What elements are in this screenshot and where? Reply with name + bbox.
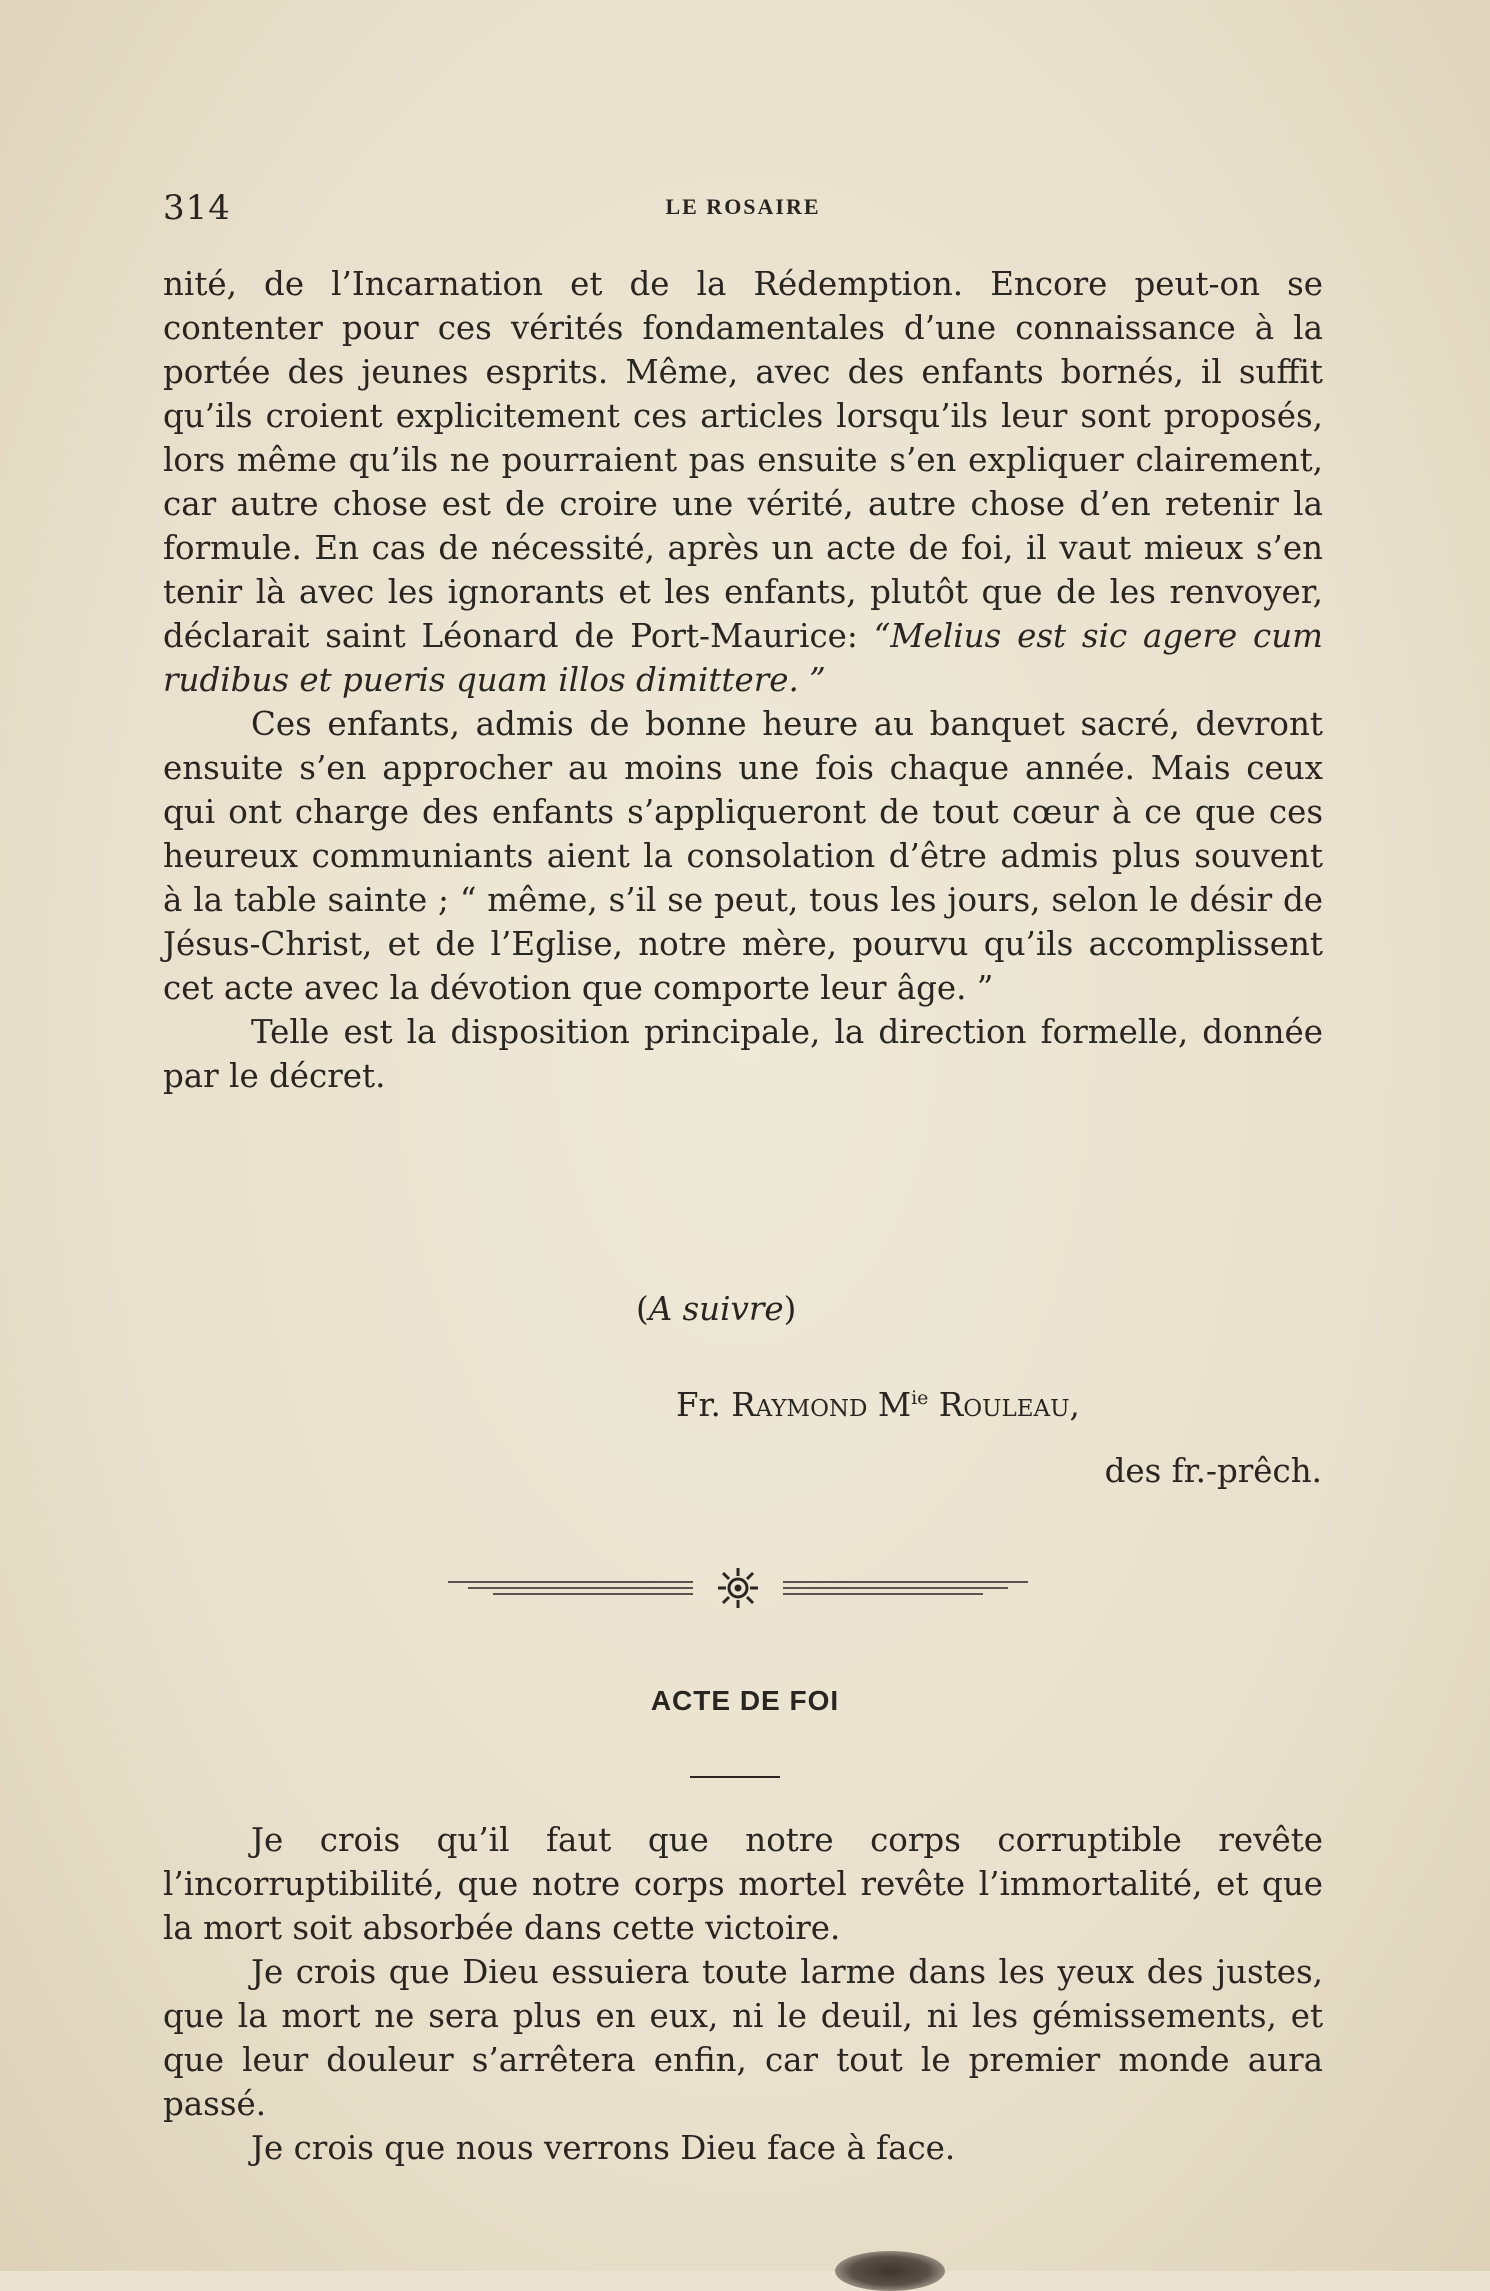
signature-name: Fr. Raymond $M^{ie}$ Rouleau, <box>676 1386 1080 1424</box>
acte-paragraph-2: Je crois que Dieu essuiera toute larme dans les yeux des justes, que la mort ne sera plus en eux, ni le deuil, ni les gémissements, et que leur douleur s’arrêtera enfin, car tout le premier monde aura passé. <box>163 1953 1323 2123</box>
sun-ornament-icon <box>718 1568 758 1608</box>
acte-de-foi-text <box>163 1818 1323 2170</box>
paragraph-3: Telle est la disposition principale, la direction formelle, donnée par le décret. <box>163 1013 1323 1095</box>
signature-first-name: Raymond <box>731 1386 868 1424</box>
paragraph-1-text: nité, de l’Incarnation et de la Rédemption. Encore peut-on se contenter pour ces vérités fondamentales d’une connaissance à la portée des jeunes esprits. Même, avec des enfants bornés, il suffit qu’ils croient explicitement ces articles lorsqu’ils leur sont proposés, lors même qu’ils ne pourraient pas ensuite s’en expliquer clairement, car autre chose est de croire une vérité, autre chose d’en retenir la formule. En cas de nécessité, après un acte de foi, il vaut mieux s’en tenir là avec les ignorants et les enfants, plutôt que de les renvoyer, déclarait saint Léonard de Port-Maurice: <box>163 265 1323 655</box>
paragraph-1 <box>163 262 1323 702</box>
signature-last-name: Rouleau, <box>928 1386 1080 1424</box>
continuation-note: (A suivre) <box>636 1290 797 1328</box>
acte-paragraph-3: Je crois que nous verrons Dieu face à face. <box>251 2129 956 2167</box>
title-rule <box>690 1776 780 1778</box>
running-title: LE ROSAIRE <box>665 194 821 219</box>
main-text <box>163 262 1323 1098</box>
decorative-divider <box>448 1560 1028 1610</box>
page-header <box>163 188 1323 232</box>
continuation-text: A suivre <box>648 1290 784 1328</box>
page-number: 314 <box>163 188 231 228</box>
paragraph-2: Ces enfants, admis de bonne heure au banquet sacré, devront ensuite s’en approcher au moins une fois chaque année. Mais ceux qui ont charge des enfants s’appliqueront de tout cœur à ce que ces heureux communiants aient la consolation d’être admis plus souvent à la table sainte ; “ même, s’il se peut, tous les jours, selon le désir de Jésus-Christ, et de l’Eglise, notre mère, pourvu qu’ils accomplissent cet acte avec la dévotion que comporte leur âge. ” <box>163 705 1323 1007</box>
acte-paragraph-1: Je crois qu’il faut que notre corps corruptible revête l’incorruptibilité, que notre corps mortel revête l’immortalité, et que la mort soit absorbée dans cette victoire. <box>163 1821 1323 1947</box>
section-title: ACTE DE FOI <box>650 1685 840 1716</box>
signature-order: des fr.-prêch. <box>1104 1452 1322 1490</box>
page-edge-mark <box>835 2251 945 2291</box>
latin-quote: “Melius est sic agere cum rudibus et pueris quam illos dimittere. ” <box>163 617 1324 699</box>
